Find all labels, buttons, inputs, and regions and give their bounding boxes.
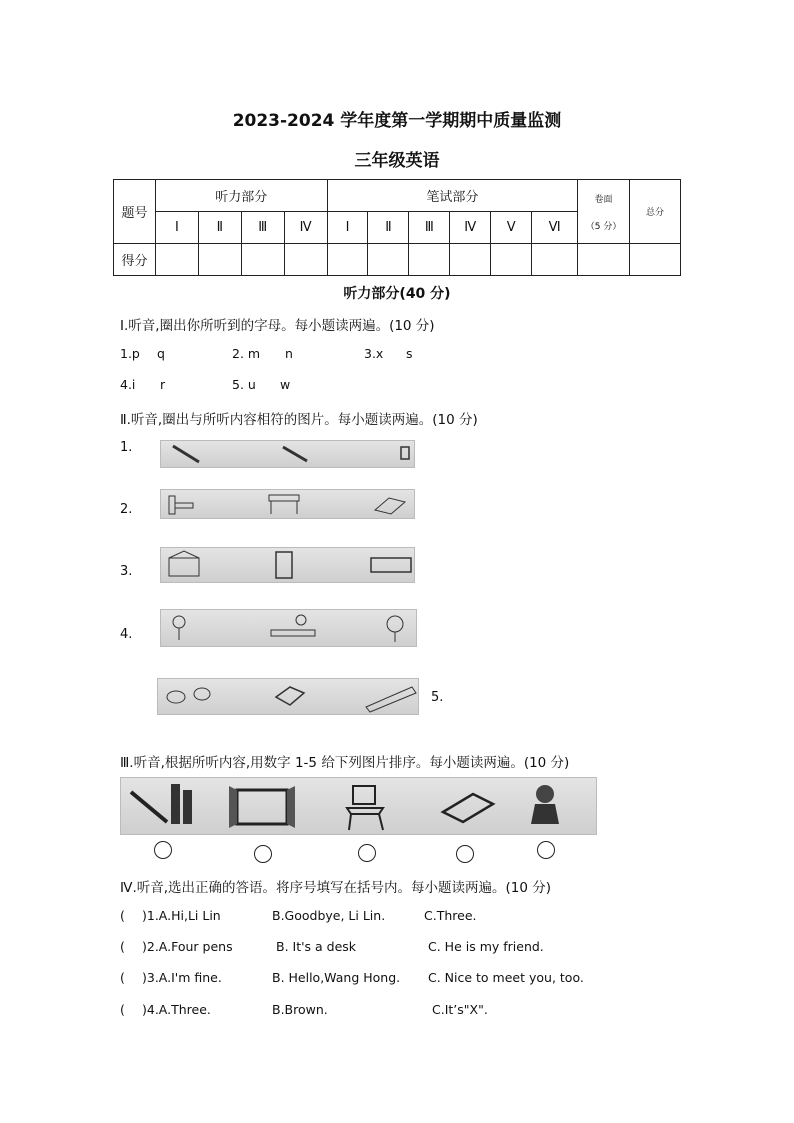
window-icon [229, 786, 295, 828]
question-4-option-c: C.It’s"X". [432, 1002, 488, 1017]
picture-strip-5 [157, 678, 419, 715]
question-2-option-b: B. It's a desk [276, 939, 357, 954]
neatness-header: 卷面 （5 分） [578, 180, 630, 244]
answer-bracket[interactable]: ( [120, 970, 125, 985]
girl-icon [531, 785, 559, 824]
writing-col: Ⅰ [327, 212, 368, 244]
score-cell[interactable] [532, 244, 578, 276]
score-cell[interactable] [630, 244, 681, 276]
writing-col: Ⅱ [368, 212, 409, 244]
eraser-icon[interactable] [401, 447, 409, 459]
row-label-question-number: 题号 [114, 180, 156, 244]
chair-icon [347, 786, 383, 830]
question-4-option-a: )4.A.Three. [142, 1002, 211, 1017]
part1-item-4-option[interactable]: r [160, 377, 166, 392]
boy-icon[interactable] [173, 616, 185, 640]
score-cell[interactable] [578, 244, 630, 276]
part1-item-5-option[interactable]: w [280, 377, 291, 392]
pencil-icon[interactable] [283, 447, 307, 461]
question-1-option-c: C.Three. [424, 908, 477, 923]
part1-item-2-option[interactable]: n [285, 346, 293, 361]
ruler-icon[interactable] [366, 687, 416, 712]
exam-title: 2023-2024 学年度第一学期期中质量监测 [232, 111, 562, 131]
part1-item-3-option[interactable]: s [406, 346, 413, 361]
listening-heading: 听力部分(40 分) [343, 286, 451, 302]
question-3-option-a: )3.A.I'm fine. [142, 970, 222, 985]
school-icon[interactable] [169, 551, 199, 576]
score-cell[interactable] [284, 244, 327, 276]
door-icon[interactable] [276, 552, 292, 578]
question-3-option-c: C. Nice to meet you, too. [428, 970, 584, 985]
score-cell[interactable] [241, 244, 284, 276]
listening-col: Ⅰ [155, 212, 198, 244]
order-answer-circle[interactable] [456, 845, 474, 863]
writing-col: Ⅴ [491, 212, 532, 244]
score-cell[interactable] [450, 244, 491, 276]
pencil-box-icon [443, 794, 493, 822]
part1-item-1: 1.p [120, 346, 140, 361]
score-cell[interactable] [327, 244, 368, 276]
girl-icon[interactable] [387, 616, 403, 642]
part1-item-2: 2. m [232, 346, 261, 361]
part1-item-5: 5. u [232, 377, 256, 392]
answer-bracket[interactable]: ( [120, 939, 125, 954]
desk-icon[interactable] [269, 495, 299, 514]
order-answer-circle[interactable] [537, 841, 555, 859]
part4-instruction: Ⅳ.听音,选出正确的答语。将序号填写在括号内。每小题读两遍。(10 分) [120, 880, 552, 896]
order-answer-circle[interactable] [254, 845, 272, 863]
answer-bracket[interactable]: ( [120, 908, 125, 923]
listening-section-header: 听力部分 [155, 180, 327, 212]
answer-bracket[interactable]: ( [120, 1002, 125, 1017]
order-answer-circle[interactable] [358, 844, 376, 862]
score-cell[interactable] [155, 244, 198, 276]
question-1-option-a: )1.A.Hi,Li Lin [142, 908, 221, 923]
order-answer-circle[interactable] [154, 841, 172, 859]
exam-subtitle: 三年级英语 [354, 151, 440, 171]
score-cell[interactable] [409, 244, 450, 276]
listening-col: Ⅳ [284, 212, 327, 244]
question-2-option-a: )2.A.Four pens [142, 939, 233, 954]
picture-strip-3 [160, 547, 415, 583]
part2-number-2: 2. [120, 502, 133, 517]
part2-number-5: 5. [431, 690, 444, 705]
part1-item-4: 4.i [120, 377, 136, 392]
question-2-option-c: C. He is my friend. [428, 939, 544, 954]
picture-strip-part3 [120, 777, 597, 835]
score-cell[interactable] [198, 244, 241, 276]
crayons-icon [131, 784, 192, 824]
book-icon[interactable] [375, 498, 405, 514]
listening-col: Ⅲ [241, 212, 284, 244]
pencil-sharpener-icon[interactable] [276, 687, 304, 705]
part2-number-3: 3. [120, 564, 133, 579]
writing-section-header: 笔试部分 [327, 180, 578, 212]
question-4-option-b: B.Brown. [272, 1002, 328, 1017]
blackboard-icon[interactable] [371, 558, 411, 572]
writing-col: Ⅳ [450, 212, 491, 244]
listening-col: Ⅱ [198, 212, 241, 244]
part3-instruction: Ⅲ.听音,根据所听内容,用数字 1-5 给下列图片排序。每小题读两遍。(10 分) [120, 755, 570, 771]
part2-instruction: Ⅱ.听音,圈出与所听内容相符的图片。每小题读两遍。(10 分) [120, 412, 478, 428]
writing-col: Ⅵ [532, 212, 578, 244]
spinning-top-icon[interactable] [167, 688, 210, 703]
total-header: 总分 [630, 180, 681, 244]
score-cell[interactable] [368, 244, 409, 276]
picture-strip-1 [160, 440, 415, 468]
part1-item-3: 3.x [364, 346, 384, 361]
pen-icon[interactable] [173, 446, 199, 462]
part1-item-1-option[interactable]: q [157, 346, 165, 361]
score-cell[interactable] [491, 244, 532, 276]
question-1-option-b: B.Goodbye, Li Lin. [272, 908, 386, 923]
question-3-option-b: B. Hello,Wang Hong. [272, 970, 401, 985]
row-label-score: 得分 [114, 244, 156, 276]
part1-instruction: Ⅰ.听音,圈出你所听到的字母。每小题读两遍。(10 分) [120, 318, 435, 334]
picture-strip-4 [160, 609, 417, 647]
part2-number-4: 4. [120, 627, 133, 642]
score-table [113, 179, 681, 276]
picture-strip-2 [160, 489, 415, 519]
teacher-icon[interactable] [271, 615, 315, 636]
writing-col: Ⅲ [409, 212, 450, 244]
chair-icon[interactable] [169, 496, 193, 514]
part2-number-1: 1. [120, 440, 133, 455]
